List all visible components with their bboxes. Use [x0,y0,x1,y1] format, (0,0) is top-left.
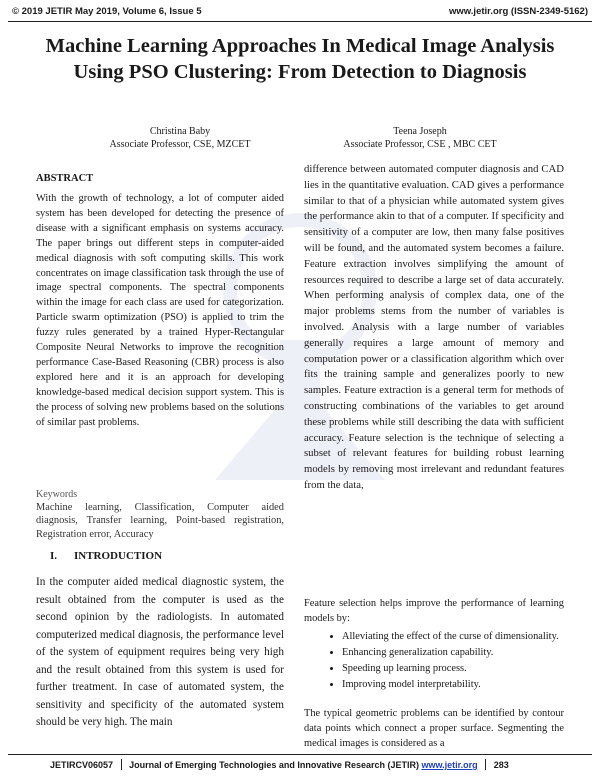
intro-heading [36,549,284,564]
abstract-text: With the growth of technology, a lot of computer aided system has been developed for detecting the presence of disease with a significant emphasis on systems accuracy. The paper brings out different steps in computer-aided medical diagnosis with soft computing skills. This work concentrates on image classification task through the use of image spectral components. The spectral components within the image for each class are used for categorization. Particle swarm optimization (PSO) is applied to trim the fuzzy rules generated by a trained Hyper-Rectangular Composite Neural Networks to improve the recognition performance Case-Based Reasoning (CBR) process is also explored here and it is an approach for developing knowledge-based medical decision support system. This is the process of solving new problems based on the solutions of similar past problems. [36,193,284,428]
header-journal-url: www.jetir.org (ISSN-2349-5162) [448,6,588,17]
feature-selection-block [304,597,564,693]
footer-paper-id: JETIRCV06057 [50,760,114,770]
author-2 [310,125,530,151]
footer-separator [121,759,122,770]
feature-selection-intro: Feature selection helps improve the performance of learning models by: [304,598,564,624]
list-item: • Improving model interpretability. [342,677,564,693]
abstract-heading: ABSTRACT [36,173,94,184]
author-2-affiliation: Associate Professor, CSE , MBC CET [343,139,497,150]
footer-page-number: 283 [493,760,509,770]
author-1-name: Christina Baby [149,126,211,137]
paper-title: Machine Learning Approaches In Medical Image Analysis Using PSO Clustering: From Detection to Diagnosis [45,35,555,83]
footer-journal-link[interactable]: www.jetir.org [421,760,478,770]
header-rule [8,21,592,22]
intro-section-number: I. [50,550,58,562]
header-citation: © 2019 JETIR May 2019, Volume 6, Issue 5 [12,6,202,17]
feature-selection-list [304,629,564,693]
list-item: • Alleviating the effect of the curse of dimensionality. [342,629,564,645]
footer-rule [8,754,592,755]
list-item: • Speeding up learning process. [342,661,564,677]
page-header [0,0,600,24]
footer-row [50,759,509,770]
page-footer [0,754,600,776]
right-column-paragraph-3: The typical geometric problems can be identified by contour data points which connect a proper surface. Segmenting the medical images is considered as a [304,708,564,749]
author-1 [70,125,290,151]
keywords-text: Machine learning, Classification, Computer aided diagnosis, Transfer learning, Point-based registration, Registration error, Accuracy [36,502,284,540]
author-2-name: Teena Joseph [393,126,447,137]
author-1-affiliation: Associate Professor, CSE, MZCET [109,139,251,150]
intro-text: In the computer aided medical diagnostic system, the result obtained from the computer is used as the second opinion by the radiologists. In automated computerized medical diagnosis, the performance level of the system of equipment requires being very high and the result obtained from this system is used for further treatment. In case of automated system, the sensitivity and specificity of the automated system should be very high. The main [36,576,284,728]
footer-separator [485,759,486,770]
footer-journal-name: Journal of Emerging Technologies and Innovative Research (JETIR) [129,760,419,770]
intro-section-title: INTRODUCTION [74,550,163,562]
keywords-heading: Keywords [36,489,78,500]
right-column-paragraph-1: difference between automated computer diagnosis and CAD lies in the quantitative evaluation. CAD gives a performance similar to that of a physician while automated system gives the performance akin to that of a computer. If specificity and sensitivity of a computer are low, then many false positives will be found, and the automated system becomes a failure. Feature extraction involves simplifying the amount of resources required to describe a large set of data accurately. When performing analysis of complex data, one of the major problems stems from the number of variables is involved. Analysis with a large number of variables generally requires a large amount of memory and computation power or a classification algorithm which over fits the training sample and generalizes poorly to new samples. Feature extraction is a general term for methods of constructing combinations of the variables to get around these problems while still describing the data with sufficient accuracy. Feature selection is the technique of selecting a subset of relevant features for building robust learning models by removing most irrelevant and redundant features from the data, [304,163,564,491]
list-item: • Enhancing generalization capability. [342,645,564,661]
